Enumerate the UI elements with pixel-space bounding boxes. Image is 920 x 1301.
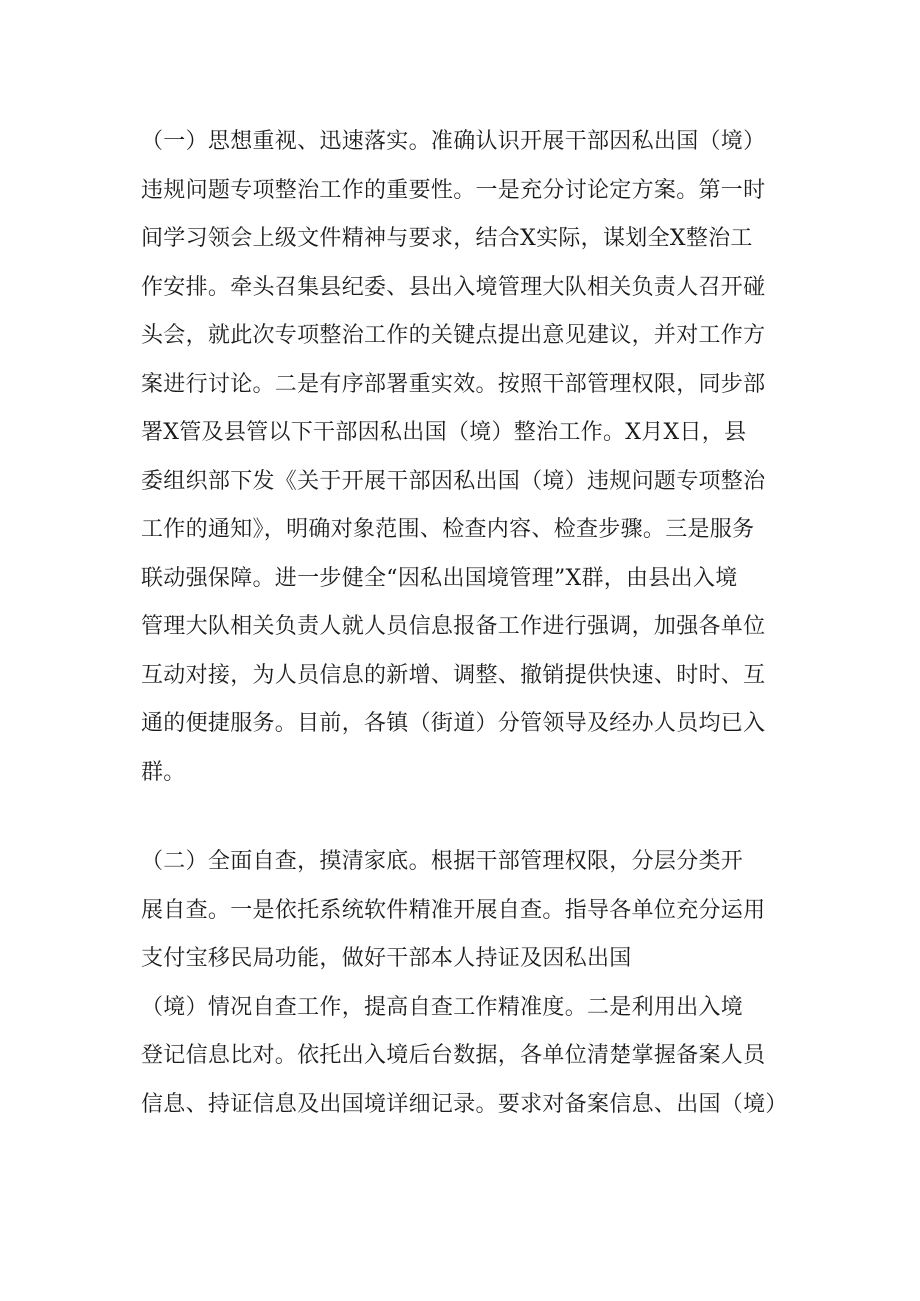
paragraph-line: 工作的通知》，明确对象范围、检查内容、检查步骤。三是服务 [141,517,755,542]
paragraph-line: 通的便捷服务。目前，各镇（街道）分管领导及经办人员均已入 [141,711,766,736]
paragraph-line: 信息、持证信息及出国境详细记录。要求对备案信息、出国（境） [141,1091,788,1117]
paragraph-line: 群。 [141,759,186,785]
paragraph-line: 展自查。一是依托系统软件精准开展自查。指导各单位充分运用 [141,897,766,923]
paragraph-line: 违规问题专项整治工作的重要性。一是充分讨论定方案。第一时 [141,177,766,203]
paragraph-line: （二）全面自查，摸清家底。根据干部管理权限，分层分类开 [141,849,744,874]
paragraph-line: 管理大队相关负责人就人员信息报备工作进行强调，加强各单位 [141,614,766,639]
paragraph-line: 联动强保障。进一步健全“因私出国境管理”X群，由县出入境 [141,565,738,591]
paragraph-line: 委组织部下发《关于开展干部因私出国（境）违规问题专项整治 [141,468,766,494]
paragraph-line: （境）情况自查工作，提高自查工作精准度。二是利用出入境 [141,994,744,1020]
paragraph-line: 头会，就此次专项整治工作的关键点提出意见建议，并对工作方 [141,323,766,348]
paragraph-line: 互动对接，为人员信息的新增、调整、撤销提供快速、时时、互 [141,662,766,688]
paragraph-line: 署X管及县管以下干部因私出国（境）整治工作。X月X日，县 [141,420,747,445]
paragraph-line: 登记信息比对。依托出入境后台数据，各单位清楚掌握备案人员 [141,1043,766,1068]
paragraph-line: 作安排。牵头召集县纪委、县出入境管理大队相关负责人召开碰 [141,274,766,300]
paragraph-line: 支付宝移民局功能，做好干部本人持证及因私出国 [141,946,632,971]
paragraph-line: 案进行讨论。二是有序部署重实效。按照干部管理权限，同步部 [141,371,766,397]
paragraph-2 [141,838,791,1129]
paragraph-line: （一）思想重视、迅速落实。准确认识开展干部因私出国（境） [141,129,766,154]
paragraph-1 [141,118,791,797]
paragraph-line: 间学习领会上级文件精神与要求，结合X实际，谋划全X整治工 [141,226,753,251]
